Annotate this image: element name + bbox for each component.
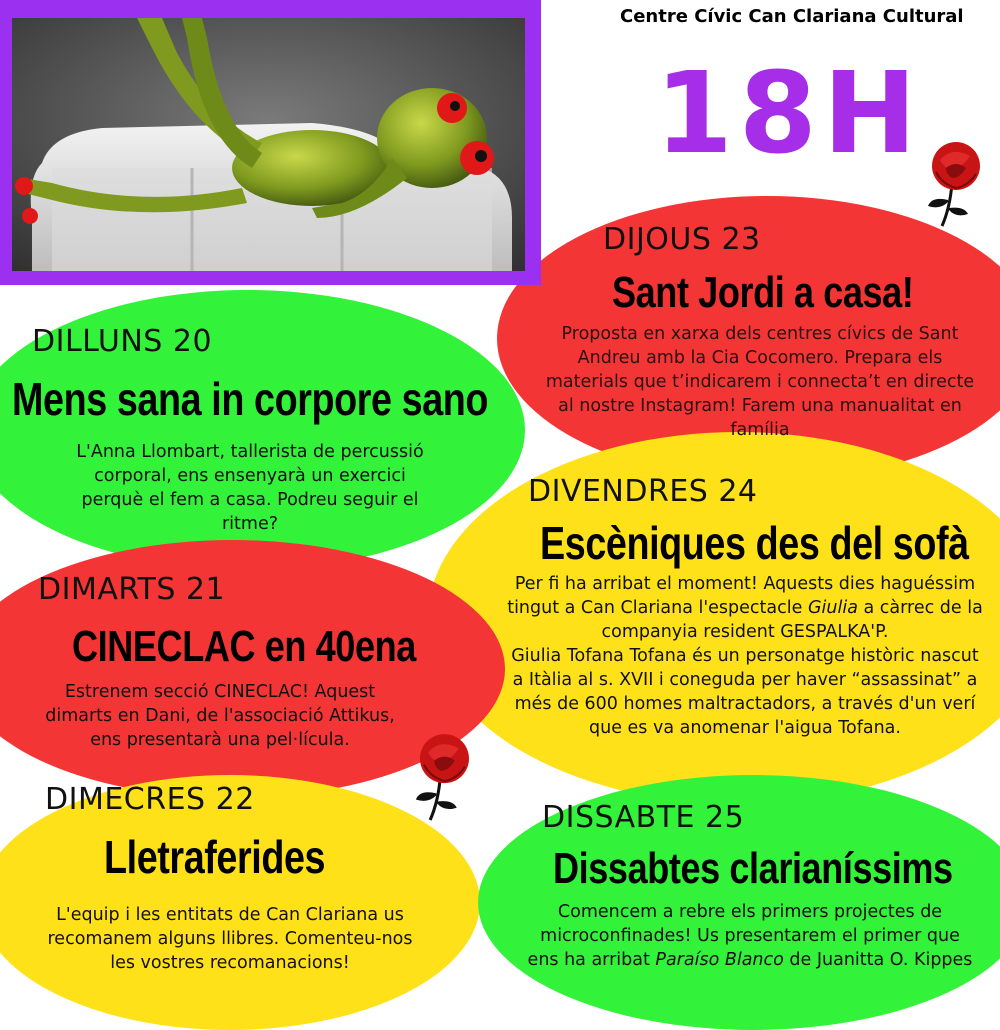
wednesday-description: L'equip i les entitats de Can Clariana us recomanem alguns llibres. Comenteu-nos les vostres recomanacions! xyxy=(47,905,413,973)
thursday-description: Proposta en xarxa dels centres cívics de Sant Andreu amb la Cia Cocomero. Prepara els materials que t’indicarem i connecta’t en directe al nostre Instagram! Farem una manualitat en família xyxy=(545,324,975,440)
frog-on-sofa-icon xyxy=(12,18,525,271)
venue-name: Centre Cívic Can Clariana Cultural xyxy=(620,6,964,27)
tuesday-day-label: DIMARTS 21 xyxy=(38,572,226,607)
red-rose-icon xyxy=(922,138,992,228)
saturday-day-label: DISSABTE 25 xyxy=(542,800,745,835)
friday-title: Escèniques des del sofà xyxy=(540,517,969,569)
thursday-title: Sant Jordi a casa! xyxy=(612,268,914,317)
photo-frame xyxy=(0,0,541,285)
thursday-day-label: DIJOUS 23 xyxy=(603,222,761,257)
monday-day-label: DILLUNS 20 xyxy=(32,324,213,359)
tuesday-description: Estrenem secció CINECLAC! Aquest dimarts en Dani, de l'associació Attikus, ens presentarà una pel·lícula. xyxy=(45,682,395,750)
monday-description: L'Anna Llombart, tallerista de percussió corporal, ens ensenyarà un exercici perquè el fem a casa. Podreu seguir el ritme? xyxy=(76,442,424,534)
monday-title: Mens sana in corpore sano xyxy=(12,373,489,425)
tuesday-title: CINECLAC en 40ena xyxy=(72,622,416,671)
saturday-title: Dissabtes clarianíssims xyxy=(553,844,953,893)
friday-day-label: DIVENDRES 24 xyxy=(528,474,758,509)
wednesday-title: Lletraferides xyxy=(104,831,326,883)
frog-on-sofa-photo xyxy=(12,18,525,271)
saturday-description: Comencem a rebre els primers projectes de microconfinades! Us presentarem el primer que ens ha arribat Paraíso Blanco de Juanitta O. Kippes xyxy=(527,902,973,970)
wednesday-day-label: DIMECRES 22 xyxy=(45,782,255,817)
event-hour: 18H xyxy=(655,49,923,179)
friday-description: Per fi ha arribat el moment! Aquests dies haguéssim tingut a Can Clariana l'espectacle Giulia a càrrec de la companyia resident GESPALKA'P. Giulia Tofana Tofana és un personatge històric nascut a Itàlia al s. XVII i coneguda per haver “assassinat” a més de 600 homes maltractadors, a través d'un verí que es va anomenar l'aigua Tofana. xyxy=(507,574,983,738)
